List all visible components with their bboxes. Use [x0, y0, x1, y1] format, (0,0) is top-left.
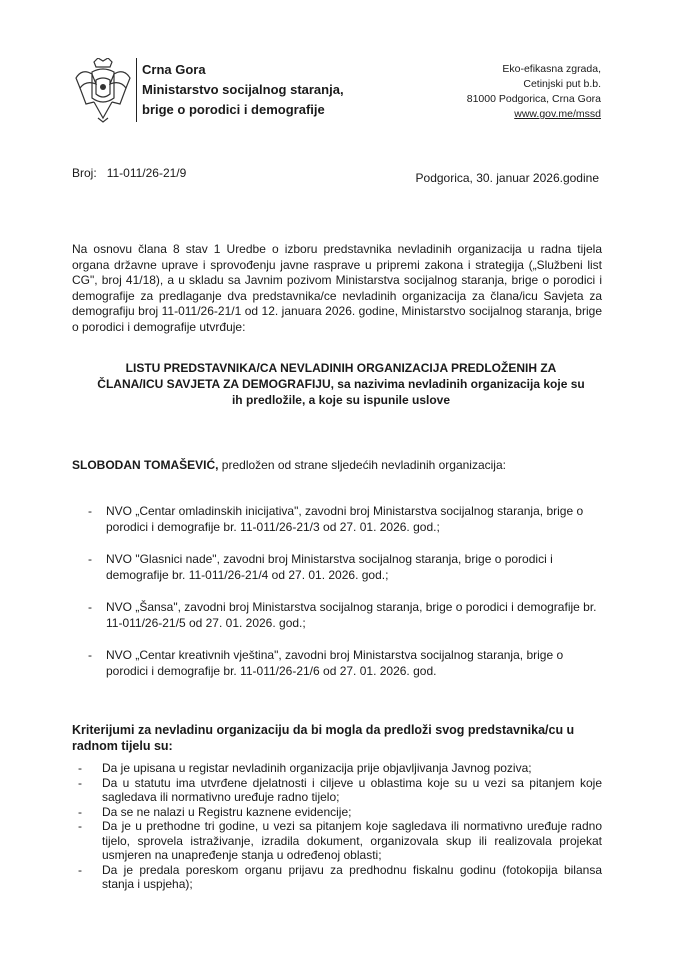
nominee-text: predložen od strane sljedećih nevladinih organizacija:: [218, 458, 506, 472]
title-line-2: ČLANA/ICU SAVJETA ZA DEMOGRAFIJU, sa nazivima nevladinih organizacija koje su: [97, 377, 585, 391]
criteria-text: Da je u prethodne tri godine, u vezi sa pitanjem koje sagledava ili normativno uređuje radno tijelo, sprovela istraživanje, izradila dokument, organizovala skup ili realizovala projekat usmjeren na unapređenje stanja u određenoj oblasti;: [102, 819, 602, 862]
list-item: [72, 863, 602, 892]
dash-bullet: -: [88, 600, 92, 614]
criteria-text: Da u statutu ima utvrđene djelatnosti i ciljeve u oblastima koje su u vezi sa pitanjem koje sagledava ili normativno uređuje radno tijelo;: [102, 775, 602, 804]
dash-bullet: -: [78, 775, 82, 790]
reference-label: Broj:: [72, 166, 97, 180]
org-line-ministry: Ministarstvo socijalnog staranja,: [142, 82, 344, 97]
dash-bullet: -: [88, 552, 92, 566]
address-line-building: Eko-efikasna zgrada,: [502, 63, 601, 75]
montenegro-coat-of-arms-icon: [72, 58, 134, 124]
dash-bullet: -: [78, 819, 82, 833]
dash-bullet: -: [88, 504, 92, 518]
title-line-1: LISTU PREDSTAVNIKA/CA NEVLADINIH ORGANIZACIJA PREDLOŽENIH ZA: [125, 361, 557, 375]
dash-bullet: -: [78, 761, 82, 775]
org-line-country: Crna Gora: [142, 62, 206, 77]
ministry-address: [467, 62, 601, 122]
intro-paragraph: Na osnovu člana 8 stav 1 Uredbe o izboru predstavnika nevladinih organizacija u radna tijela organa državne uprave i sprovođenju javne rasprave u pripremi zakona i strategija („Službeni list CG", broj 41/18), a u skladu sa Javnim pozivom Ministarstva socijalnog staranja, brige o porodici i demografije za predlaganje dva predstavnika/ce nevladinih organizacija za člana/icu Savjeta za demografiju broj 11-011/26-21/1 od 12. januara 2026. godine, Ministarstvo socijalnog staranja, brige o porodici i demografije utvrđuje:: [72, 242, 602, 334]
website-link[interactable]: www.gov.me/mssd: [514, 108, 601, 120]
list-item: [72, 805, 602, 820]
reference-number: [72, 166, 186, 180]
nvo-text: NVO „Centar kreativnih vještina", zavodni broj Ministarstva socijalnog staranja, brige o porodici i demografije br. 11-011/26-21/6 od 27. 01. 2026. god.: [106, 648, 564, 678]
nominee-name: SLOBODAN TOMAŠEVIĆ,: [72, 458, 219, 472]
criteria-text: Da se ne nalazi u Registru kaznene evidencije;: [102, 804, 352, 819]
title-line-3: ih predložile, a koje su ispunile uslove: [231, 393, 451, 407]
nvo-text: NVO "Glasnici nade", zavodni broj Ministarstva socijalnog staranja, brige o porodici i demografije br. 11-011/26-21/4 od 27. 01. 2026. god.;: [106, 552, 553, 582]
document-date: Podgorica, 30. januar 2026.godine: [415, 171, 599, 185]
reference-value: 11-011/26-21/9: [106, 166, 187, 180]
list-item: [72, 552, 602, 583]
list-item: [72, 648, 602, 679]
dash-bullet: -: [88, 648, 92, 662]
document-title: [86, 360, 596, 408]
nvo-text: NVO „Šansa", zavodni broj Ministarstva socijalnog staranja, brige o porodici i demografije br. 11-011/26-21/5 od 27. 01. 2026. god.;: [106, 600, 597, 630]
list-item: [72, 600, 602, 631]
nvo-text: NVO „Centar omladinskih inicijativa", zavodni broj Ministarstva socijalnog staranja, brige o porodici i demografije br. 11-011/26-21/3 od 27. 01. 2026. god.;: [106, 504, 584, 534]
ministry-name: [142, 60, 344, 120]
list-item: [72, 504, 602, 535]
header-divider: [136, 58, 137, 122]
nominee-line: [72, 458, 602, 474]
dash-bullet: -: [78, 862, 82, 877]
address-line-city: 81000 Podgorica, Crna Gora: [466, 93, 601, 105]
criteria-text: Da je predala poreskom organu prijavu za predhodnu fiskalnu godinu (fotokopija bilansa stanja i uspjeha);: [102, 862, 602, 891]
criteria-list: [72, 761, 602, 892]
list-item: [72, 819, 602, 863]
org-line-ministry-cont: brige o porodici i demografije: [142, 102, 325, 117]
list-item: [72, 761, 602, 776]
list-item: [72, 776, 602, 805]
nvo-list: [72, 504, 602, 696]
address-line-street: Cetinjski put b.b.: [523, 78, 601, 90]
criteria-heading: Kriterijumi za nevladinu organizaciju da bi mogla da predloži svog predstavnika/cu u radnom tijelu su:: [72, 723, 575, 753]
dash-bullet: -: [78, 804, 82, 819]
criteria-text: Da je upisana u registar nevladinih organizacija prije objavljivanja Javnog poziva;: [102, 761, 532, 775]
